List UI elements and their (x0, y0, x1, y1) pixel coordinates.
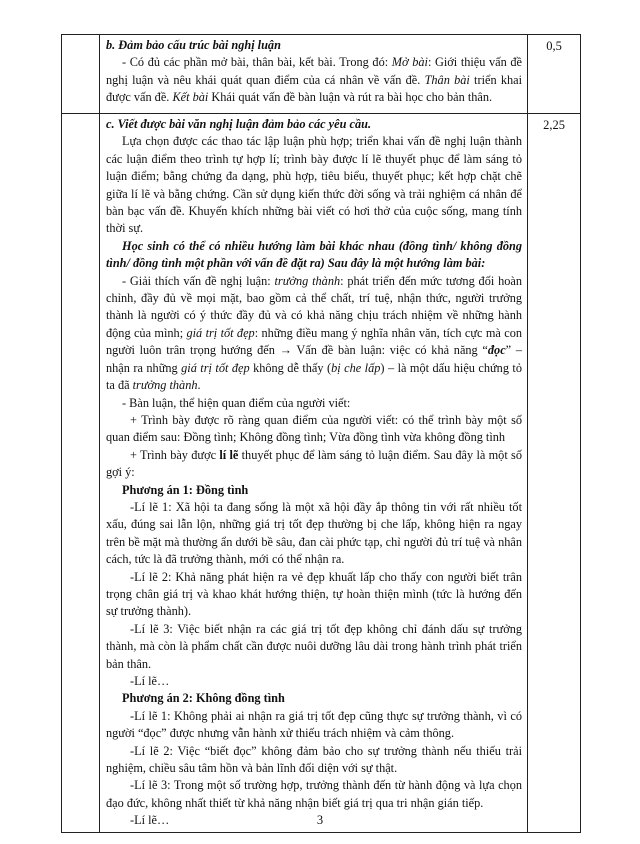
text: giá trị tốt đẹp (186, 325, 255, 340)
score: 2,25 (543, 118, 565, 132)
text: ” – nhận ra những (106, 343, 522, 375)
paragraph: + Trình bày được rõ ràng quan điểm của người viết: có thể trình bày một số quan điểm sau: Đồng tình; Không đồng tình; Vừa đồng tình vừa không đồng tình (106, 412, 522, 445)
criteria-cell (100, 35, 528, 114)
row1-heading: b. Đảm bảo cấu trúc bài nghị luận (106, 38, 281, 52)
row1-text: triển khai được vấn đề. (106, 72, 523, 105)
reason-item: -Lí lẽ 3: Trong một số trường hợp, trưởng thành đến từ hành động và lựa chọn đạo đức, không nhất thiết từ khả năng nhận biết giá trị qua tri nhận gián tiếp. (106, 778, 522, 810)
criteria-cell (100, 114, 528, 833)
page-number: 3 (316, 813, 324, 827)
reason-item: -Lí lẽ 3: Việc biết nhận ra các giá trị tốt đẹp không chỉ đánh dấu sự trưởng thành, mà còn là phẩm chất cần được nuôi dưỡng lâu dài trong hành trình phát triển bản thân. (106, 621, 522, 671)
row1-text: Kết bài (172, 90, 209, 105)
text: thuyết phục để làm sáng tỏ luận điểm. Sau đây là một số gợi ý: (106, 447, 522, 480)
score-cell (528, 114, 581, 833)
row1-text: - Có đủ các phần mở bài, thân bài, kết bài. Trong đó: (122, 55, 392, 70)
empty-cell (62, 114, 100, 833)
reason-item: -Lí lẽ… (130, 813, 170, 828)
text: giá trị tốt đẹp (181, 360, 250, 375)
answer-table-page (61, 34, 581, 828)
text: bị che lấp (331, 360, 381, 375)
table-row (62, 35, 581, 114)
reason-item: -Lí lẽ 2: Khả năng phát hiện ra vẻ đẹp khuất lấp cho thấy con người biết trân trọng chân giá trị và khao khát hướng thiện, tự hoàn thiện mình (tức là hướng đến sự trưởng thành). (106, 569, 522, 619)
score: 0,5 (546, 39, 562, 53)
text: trưởng thành (132, 378, 198, 393)
reason-item: -Lí lẽ… (130, 674, 170, 688)
text: trưởng thành (274, 273, 341, 288)
reason-item: -Lí lẽ 1: Xã hội ta đang sống là một xã hội đầy ắp thông tin với rất nhiều tốt xấu, đúng sai lẫn lộn, những giá trị tốt đẹp thường bị che lấp, không hiện ra ngay trên bề mặt mà thường ẩn dưới bề sâu, đan cài phức tạp, chỉ người đủ trí tuệ và nhân cách, tức là đã trưởng thành, mới có thể nhận ra. (106, 499, 522, 567)
text: : phát triển đến mức tương đối hoàn chỉnh, đầy đủ về mọi mặt, bao gồm cả thể chất, trí tuệ, nhận thức, người trưởng thành là người có ý thức đầy đủ và có khả năng chịu trách nhiệm về những hành động của mình; (106, 273, 523, 340)
paragraph: Lựa chọn được các thao tác lập luận phù hợp; triển khai vấn đề nghị luận thành các luận điểm theo trình tự hợp lí; trình bày được lí lẽ thuyết phục để làm sáng tỏ luận điểm; bằng chứng đa dạng, phù hợp, tiêu biểu, thuyết phục; kết hợp chặt chẽ giữa lí lẽ và bằng chứng. Cần sử dụng kiến thức đời sống và trải nghiệm cá nhân để bàn bạc vấn đề. Khuyến khích những bài viết có hơi thở của cuộc sống, mang tính thời sự. (106, 134, 522, 236)
text: lí lẽ (219, 447, 239, 462)
option-heading: Phương án 1: Đồng tình (122, 482, 249, 497)
text: - Giải thích vấn đề nghị luận: (122, 273, 275, 288)
row1-text: Khái quát vấn đề bàn luận và rút ra bài học cho bản thân. (208, 90, 493, 105)
text: . (197, 378, 201, 393)
row1-text: Mở bài (391, 55, 428, 70)
row2-heading: c. Viết được bài văn nghị luận đảm bảo các yêu cầu. (106, 117, 372, 131)
answer-table (61, 34, 581, 833)
text: + Trình bày được (130, 447, 220, 462)
reason-item: -Lí lẽ 2: Việc “biết đọc” không đảm bảo cho sự trưởng thành nếu thiếu trải nghiệm, chiều sâu tâm hồn và bản lĩnh đối diện với sự thật. (106, 743, 522, 776)
score-cell (528, 35, 581, 114)
text: không dễ thấy ( (249, 360, 332, 375)
paragraph: Học sinh có thể có nhiều hướng làm bài khác nhau (đồng tình/ không đồng tình/ đồng tình một phần với vấn đề đặt ra) Sau đây là một hướng làm bài: (106, 238, 522, 271)
row1-text: : Giới thiệu vấn đề nghị luận và nêu khái quát quan điểm của cá nhân về vấn đề. (106, 55, 523, 87)
empty-cell (62, 35, 100, 114)
paragraph: - Bàn luận, thể hiện quan điểm của người viết: (122, 395, 351, 410)
option-heading: Phương án 2: Không đồng tình (122, 691, 285, 706)
text: : những điều mang ý nghĩa nhân văn, tích cực mà con người luôn trân trọng hướng đến → Vấn đề bàn luận: việc có khả năng “ (106, 325, 522, 358)
table-row (62, 114, 581, 833)
reason-item: -Lí lẽ 1: Không phải ai nhận ra giá trị tốt đẹp cũng thực sự trưởng thành, vì có người “đọc” được nhưng vẫn hành xử thiếu trách nhiệm và cảm thông. (106, 708, 522, 741)
row1-text: Thân bài (424, 72, 470, 87)
text: ) – là một dấu hiệu chứng tỏ ta đã (106, 360, 523, 393)
text: đọc (487, 343, 506, 358)
